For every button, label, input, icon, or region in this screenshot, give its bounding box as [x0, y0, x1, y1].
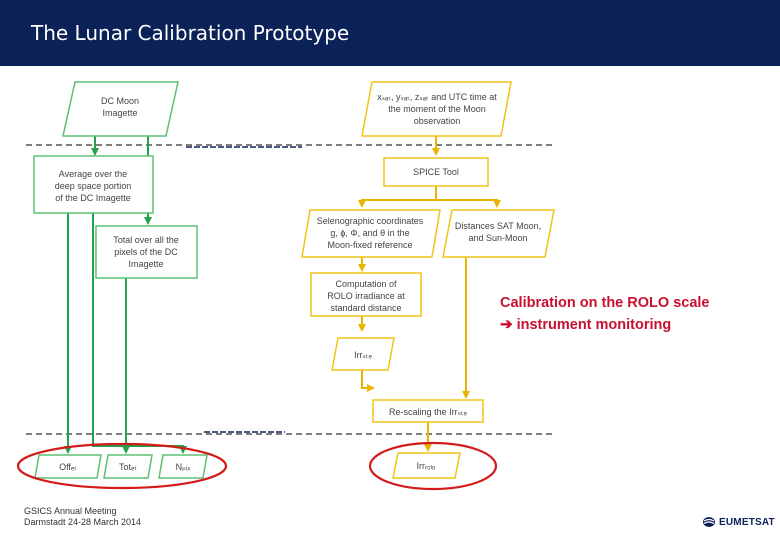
- svg-text:Distances SAT Moon,and Sun-Moo: Distances SAT Moon, and Sun-Moon: [454, 221, 542, 243]
- node-n-pix: [159, 455, 207, 478]
- svg-text:Offₑₜ: Offₑₜ: [59, 462, 77, 472]
- footer-line-1: GSICS Annual Meeting: [24, 506, 117, 516]
- node-distances: [443, 210, 554, 257]
- node-sat-position-time: [362, 82, 511, 136]
- footer-line-2: Darmstadt 24-28 March 2014: [24, 517, 142, 527]
- svg-text:Average over thedeep space por: Average over the deep space portion of the DC Imagette: [54, 169, 132, 203]
- node-tot-dc: [104, 455, 152, 478]
- node-spice-tool: [384, 158, 488, 186]
- node-irr-rolo: [393, 453, 460, 478]
- right-arrow-icon: ➔: [500, 316, 513, 333]
- node-rolo-computation: [311, 273, 421, 316]
- node-average-deep-space: [34, 156, 153, 213]
- svg-text:Computation ofROLO irradiance: Computation of ROLO irradiance at standard distance: [327, 279, 405, 313]
- node-rescaling: [373, 400, 483, 422]
- svg-text:SPICE Tool: SPICE Tool: [413, 167, 459, 177]
- logo-text: EUMETSAT: [719, 516, 775, 528]
- svg-text:xₛₐₜ, yₛₐₜ, zₛₐₜ and UTC time: xₛₐₜ, yₛₐₜ, zₛₐₜ and UTC time at the moment of the Moon observation: [377, 92, 497, 126]
- svg-text:Irrᵣₒₗₒ: Irrᵣₒₗₒ: [416, 461, 436, 471]
- slide-title: The Lunar Calibration Prototype: [31, 21, 350, 45]
- svg-text:Nₚᵢₓ: Nₚᵢₓ: [175, 462, 191, 472]
- svg-text:Irrₛₜₑ: Irrₛₜₑ: [354, 350, 372, 360]
- svg-text:Re-scaling the Irrₛₜₑ: Re-scaling the Irrₛₜₑ: [389, 407, 467, 417]
- callout-text: [500, 292, 709, 336]
- svg-text:Total over all thepixels of th: Total over all the pixels of the DC Imagette: [113, 235, 179, 269]
- globe-icon: [702, 516, 716, 528]
- svg-text:Totₑₜ: Totₑₜ: [118, 462, 138, 472]
- eumetsat-logo: [702, 516, 775, 528]
- title-bar: [0, 0, 780, 66]
- svg-text:Selenographic coordinatesg, ϕ,: Selenographic coordinates g, ϕ, Φ, and θ in the Moon-fixed reference: [316, 216, 424, 250]
- footer: [24, 506, 141, 528]
- node-total-pixels: [96, 226, 197, 278]
- callout-line-2: ➔ instrument monitoring: [500, 316, 672, 333]
- node-irr-std: [332, 338, 394, 370]
- node-selenographic-coords: [302, 210, 440, 257]
- svg-text:DC MoonImagette: DC Moon Imagette: [100, 96, 140, 118]
- node-dc-moon-imagette: [63, 82, 178, 136]
- node-off-dc: [35, 455, 101, 478]
- callout-line-1: Calibration on the ROLO scale: [500, 295, 710, 311]
